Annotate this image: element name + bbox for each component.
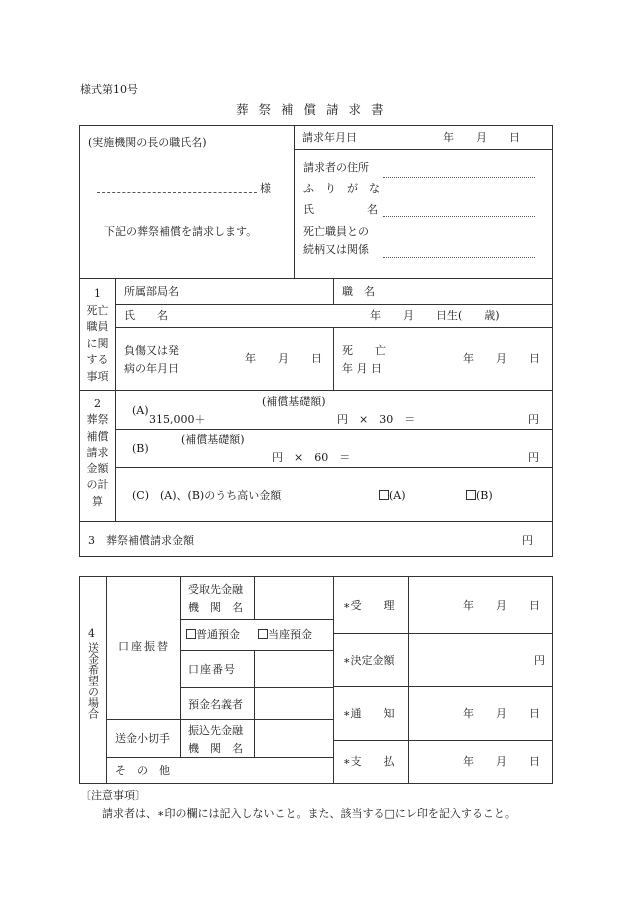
- other-label: そ の 他: [115, 764, 170, 777]
- deposit-current-label: 当座預金: [268, 628, 312, 641]
- agency-head-field[interactable]: [97, 192, 257, 193]
- account-transfer-label: 口座振替: [118, 640, 170, 653]
- request-sentence: 下記の葬祭補償を請求します。: [104, 225, 258, 238]
- claimant-address-label: 請求者の住所: [303, 161, 369, 174]
- calc-a-formula: 円 × 30 ＝: [337, 413, 416, 426]
- job-label: 職 名: [342, 285, 375, 298]
- checkbox-icon[interactable]: [466, 490, 476, 500]
- section1-line: 死亡: [86, 303, 109, 317]
- claimant-name-label-shi: 氏: [303, 203, 314, 216]
- form-number: 様式第10号: [80, 83, 138, 96]
- section1-line: 事項: [86, 369, 109, 383]
- remittance-check-label: 送金小切手: [115, 732, 170, 745]
- checkbox-icon[interactable]: [258, 629, 268, 639]
- claim-amount-unit: 円: [522, 534, 533, 547]
- claimant-address-field[interactable]: [383, 177, 535, 178]
- section2-line: 金額: [86, 462, 109, 476]
- furigana-label: ふ り が な: [303, 182, 380, 195]
- agency-head-label: (実施機関の長の職氏名): [88, 136, 207, 149]
- checkbox-icon[interactable]: [379, 490, 389, 500]
- claimant-name-field[interactable]: [383, 216, 535, 217]
- deposit-current-option[interactable]: [258, 629, 312, 640]
- received-label: ∗受 理: [343, 599, 395, 612]
- relation-field[interactable]: [383, 257, 535, 258]
- dept-label: 所属部局名: [124, 285, 179, 298]
- deposit-ordinary-label: 普通預金: [196, 628, 240, 641]
- deposit-ordinary-option[interactable]: [186, 629, 240, 640]
- injury-label-1: 負傷又は発: [124, 344, 179, 357]
- birth-date-field[interactable]: 年 月 日生( 歳): [370, 309, 500, 322]
- notes-text: 請求者は、∗印の欄には記入しないこと。また、該当する□にレ印を記入すること。: [102, 807, 516, 820]
- receiving-bank-label-1: 受取先金融: [188, 583, 243, 596]
- section1-line: 1: [94, 287, 101, 300]
- issuing-bank-label-1: 振込先金融: [188, 724, 243, 737]
- calc-c-option-a[interactable]: [379, 490, 406, 501]
- payment-date-field: 年 月 日: [463, 755, 540, 768]
- form-title: 葬祭補償請求書: [236, 102, 394, 117]
- calc-c-option-b-label: (B): [476, 489, 493, 502]
- receiving-bank-label-2: 機 関 名: [188, 601, 243, 614]
- calc-c-option-b[interactable]: [466, 490, 493, 501]
- calc-a-label: (A): [132, 404, 149, 417]
- deceased-name-label: 氏 名: [124, 309, 168, 322]
- issuing-bank-label-2: 機 関 名: [188, 742, 243, 755]
- calc-b-unit: 円: [528, 451, 539, 464]
- account-number-label: 口座番号: [188, 663, 236, 676]
- decided-amount-unit: 円: [534, 654, 545, 667]
- death-label-2: 年 月 日: [342, 362, 382, 375]
- calc-a-unit: 円: [528, 413, 539, 426]
- notice-label: ∗通 知: [343, 707, 395, 720]
- calc-a-amount: 315,000＋: [149, 413, 206, 426]
- notes-heading: 〔注意事項〕: [80, 789, 146, 802]
- payment-label: ∗支 払: [343, 755, 395, 768]
- request-date-label: 請求年月日: [302, 131, 357, 144]
- claimant-name-label-mei: 名: [367, 203, 378, 216]
- section2-line: の計: [86, 478, 109, 492]
- relation-label-1: 死亡職員との: [303, 225, 369, 238]
- calc-a-base-label: (補償基礎額): [262, 395, 326, 408]
- checkbox-icon[interactable]: [186, 629, 196, 639]
- section2-heading: [80, 396, 115, 510]
- calc-c-option-a-label: (A): [389, 489, 406, 502]
- calc-b-formula: 円 × 60 ＝: [272, 451, 351, 464]
- section2-line: 2: [94, 397, 101, 410]
- claim-amount-label: 3 葬祭補償請求金額: [88, 534, 194, 547]
- injury-label-2: 病の年月日: [124, 362, 179, 375]
- injury-date-field[interactable]: 年 月 日: [245, 352, 322, 365]
- section1-heading: [80, 286, 115, 385]
- section1-line: に関: [86, 336, 109, 350]
- section2-line: 算: [92, 494, 103, 508]
- calc-b-label: (B): [132, 442, 149, 455]
- section2-line: 請求: [86, 445, 109, 459]
- request-date-field[interactable]: 年 月 日: [443, 131, 520, 144]
- section2-line: 補償: [86, 429, 109, 443]
- account-holder-label: 預金名義者: [188, 698, 243, 711]
- death-date-field[interactable]: 年 月 日: [463, 352, 540, 365]
- calc-c-text: (C) (A)、(B)のうち高い金額: [132, 489, 282, 502]
- section4-number: 4: [88, 627, 95, 640]
- calc-b-base-label: (補償基礎額): [181, 433, 245, 446]
- notice-date-field: 年 月 日: [463, 707, 540, 720]
- death-label-1: 死 亡: [342, 344, 386, 357]
- received-date-field: 年 月 日: [463, 599, 540, 612]
- section1-line: する: [86, 353, 109, 366]
- section4-vertical-heading: 送金希望の場合: [86, 642, 100, 719]
- sama-suffix: 様: [260, 182, 271, 195]
- decided-amount-label: ∗決定金額: [343, 654, 395, 667]
- section1-line: 職員: [86, 320, 109, 333]
- relation-label-2: 続柄又は関係: [303, 243, 369, 256]
- section2-line: 葬祭: [86, 413, 109, 427]
